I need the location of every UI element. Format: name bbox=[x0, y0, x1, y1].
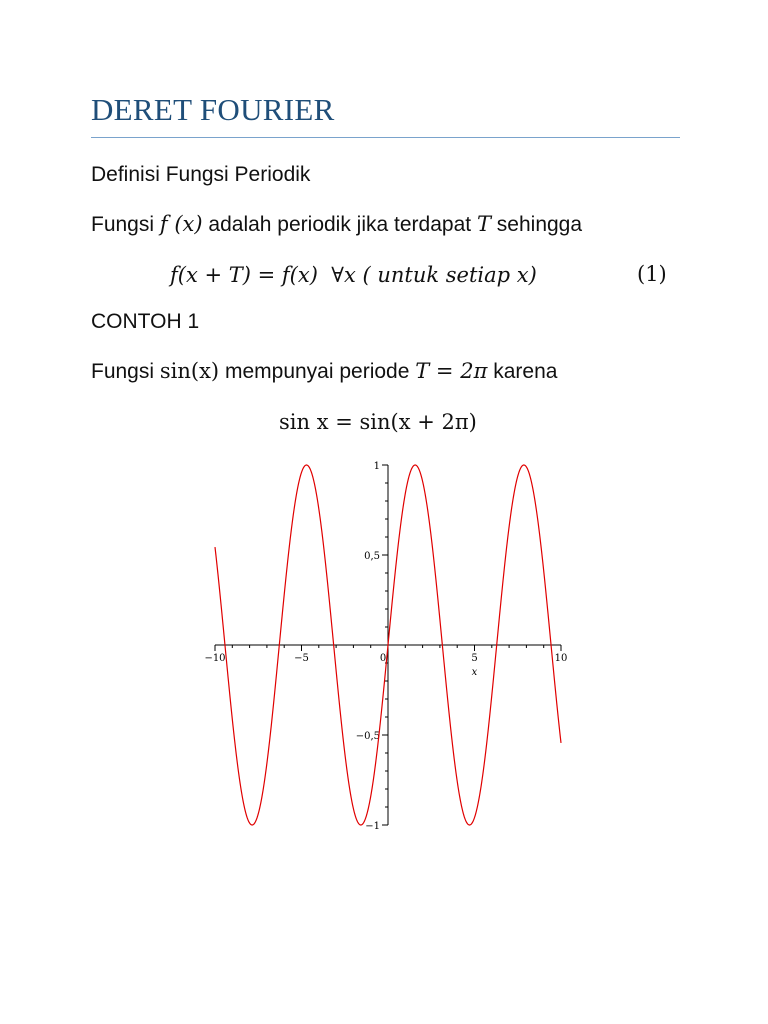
x-axis-label: x bbox=[471, 667, 478, 678]
example-prefix: Fungsi bbox=[91, 360, 155, 383]
example-suffix: karena bbox=[493, 360, 558, 383]
x-tick-label: 0 bbox=[379, 653, 387, 664]
x-tick-label: 5 bbox=[471, 653, 478, 664]
y-tick-label: 0,5 bbox=[364, 551, 380, 562]
y-tick-label: 1 bbox=[373, 461, 380, 472]
y-tick-label: −0,5 bbox=[355, 731, 380, 742]
definition-heading: Definisi Fungsi Periodik bbox=[91, 163, 311, 186]
definition-prefix: Fungsi bbox=[91, 213, 155, 236]
period-symbol: T bbox=[476, 212, 491, 236]
definition-suffix: sehingga bbox=[496, 213, 583, 236]
x-tick-label: −5 bbox=[294, 653, 309, 664]
fx-symbol: f (x) bbox=[159, 212, 203, 236]
x-tick-label: 10 bbox=[554, 653, 568, 664]
sin-function: sin(x) bbox=[159, 359, 220, 383]
equation-2: sin x = sin(x + 2π) bbox=[279, 410, 477, 434]
equation-1-forall: ∀x bbox=[331, 263, 356, 287]
example-middle: mempunyai periode bbox=[224, 360, 410, 383]
equation-1-number: (1) bbox=[637, 262, 667, 286]
period-value: T = 2π bbox=[415, 359, 488, 383]
equation-1-condition: ( untuk setiap x) bbox=[362, 263, 537, 287]
x-tick-label: −10 bbox=[204, 653, 226, 664]
page-title: DERET FOURIER bbox=[91, 92, 335, 127]
equation-1-lhs: f(x + T) = f(x) bbox=[170, 263, 318, 287]
example-heading: CONTOH 1 bbox=[91, 310, 200, 333]
y-tick-label: −1 bbox=[365, 821, 380, 832]
definition-middle: adalah periodik jika terdapat bbox=[208, 213, 472, 236]
